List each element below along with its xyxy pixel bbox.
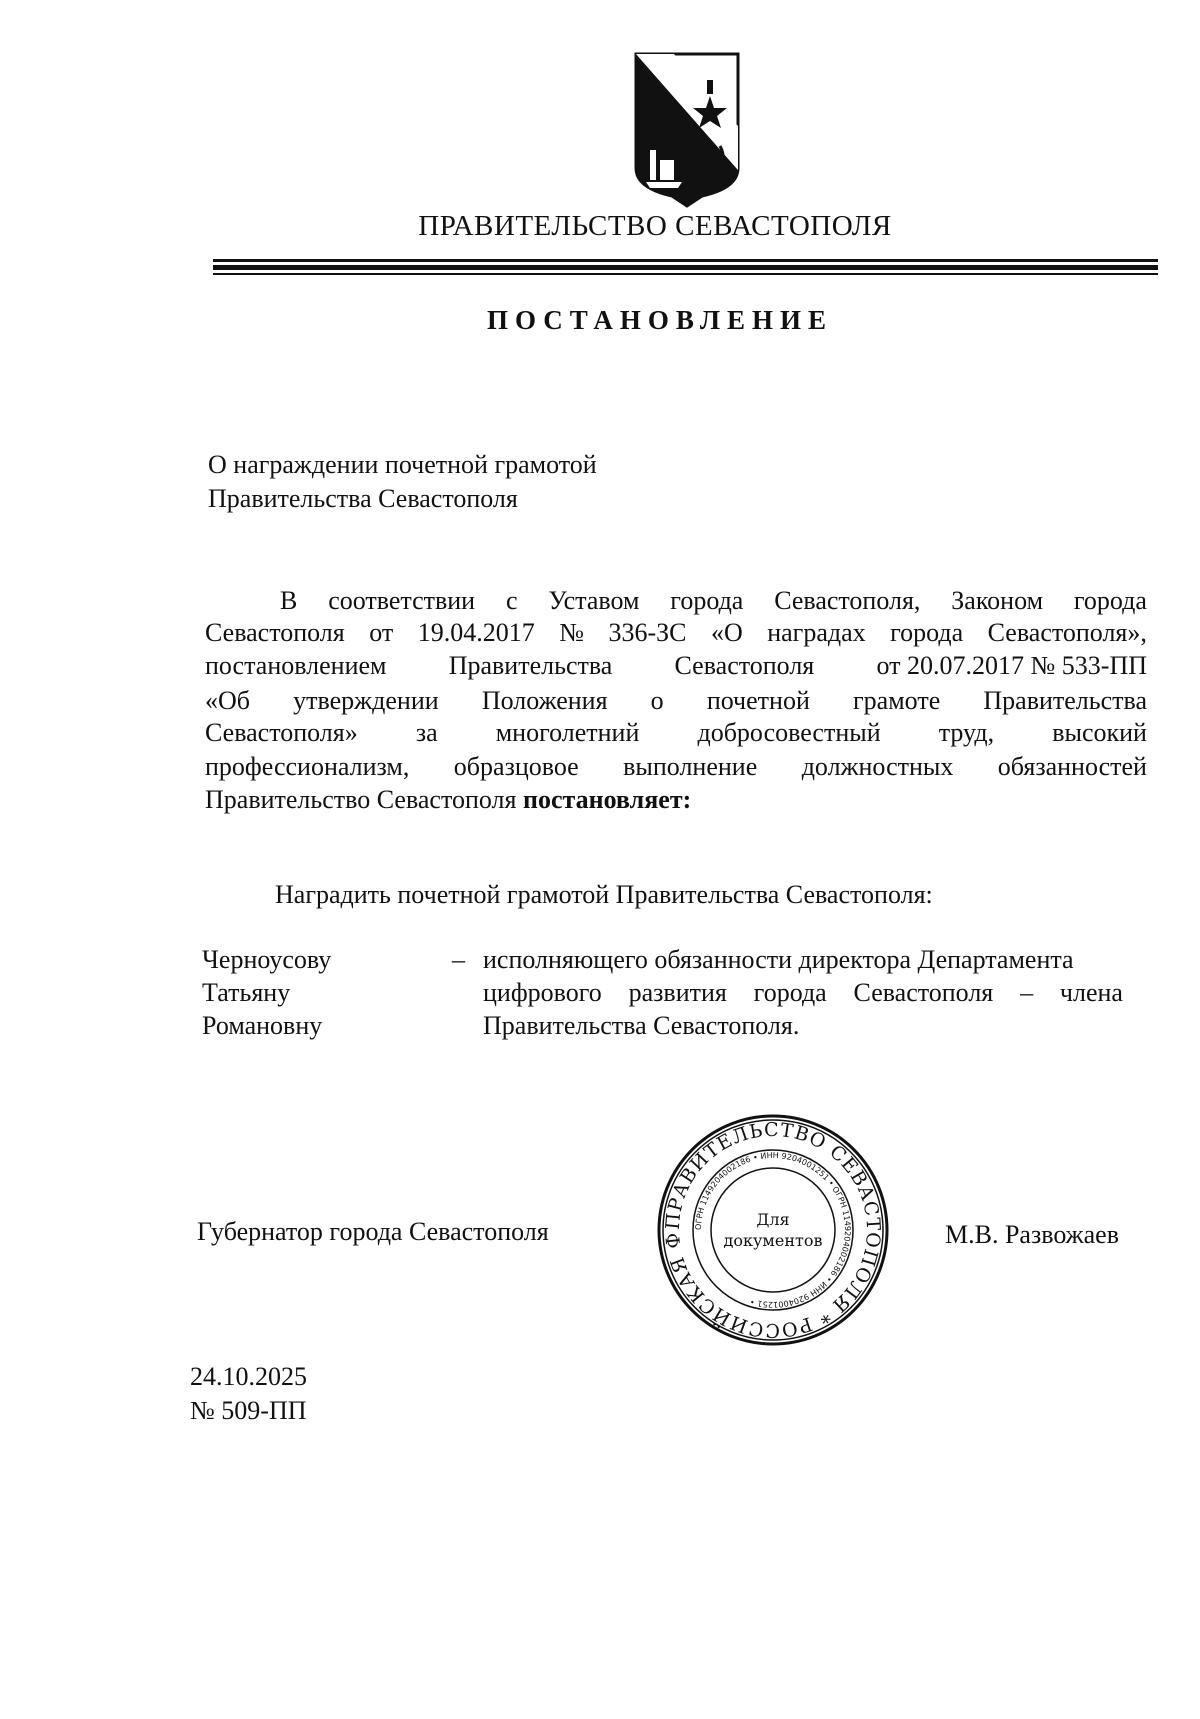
body-paragraph-line: «Об утверждении Положения о почетной грамоте Правительства: [205, 686, 1147, 715]
seal-center-line: Для: [756, 1210, 790, 1229]
awardee-first-name: Татьяну: [202, 978, 291, 1007]
body-paragraph-line: Севастополя от 19.04.2017 № 336-ЗС «О наградах города Севастополя»,: [205, 618, 1147, 647]
svg-text:ОГРН 1149204002186 • ИНН 92040: [694, 1151, 852, 1309]
subject-line: Правительства Севастополя: [208, 484, 518, 513]
award-intro: Наградить почетной грамотой Правительства Севастополя:: [275, 880, 933, 909]
header-rule-thin-top: [213, 259, 1158, 262]
header-rule-thin-bottom: [213, 273, 1158, 275]
body-paragraph-line: Правительство Севастополя постановляет:: [205, 785, 692, 814]
document-number: № 509-ПП: [190, 1396, 307, 1425]
document-date: 24.10.2025: [190, 1362, 307, 1391]
body-paragraph-line: В соответствии с Уставом города Севастополя, Законом города: [280, 586, 1147, 615]
resolves-keyword: постановляет:: [522, 785, 692, 814]
body-paragraph-line: Севастополя» за многолетний добросовестный труд, высокий: [205, 718, 1147, 747]
body-paragraph-line: профессионализм, образцовое выполнение должностных обязанностей: [205, 752, 1147, 781]
document-type-title: ПОСТАНОВЛЕНИЕ: [486, 305, 834, 335]
body-paragraph-line: постановлением Правительства Севастополя от 20.07.2017 № 533-ПП: [205, 651, 1147, 680]
government-name: ПРАВИТЕЛЬСТВО СЕВАСТОПОЛЯ: [418, 210, 892, 242]
seal-outer-text: ПРАВИТЕЛЬСТВО СЕВАСТОПОЛЯ * РОССИЙСКАЯ Ф: [661, 1118, 885, 1342]
awardee-position-line: цифрового развития города Севастополя – члена: [483, 978, 1123, 1007]
name-position-dash: –: [452, 945, 465, 974]
awardee-position-line: Правительства Севастополя.: [483, 1011, 800, 1040]
awardee-surname: Черноусову: [202, 945, 332, 974]
awardee-position-line: исполняющего обязанности директора Департамента: [483, 945, 1074, 974]
coat-of-arms-emblem: [632, 50, 742, 210]
seal-center-line: документов: [723, 1231, 823, 1250]
header-rule-thick: [213, 265, 1158, 270]
seal-inner-text: ОГРН 1149204002186 • ИНН 9204001251 • ОГРН 1149204002186 • ИНН 9204001251 •: [693, 1150, 853, 1310]
signer-title: Губернатор города Севастополя: [197, 1217, 549, 1246]
awardee-patronymic: Романовну: [202, 1011, 323, 1040]
signer-name: М.В. Развожаев: [945, 1220, 1120, 1249]
official-seal-stamp: [655, 1112, 891, 1348]
subject-line: О награждении почетной грамотой: [208, 450, 597, 479]
